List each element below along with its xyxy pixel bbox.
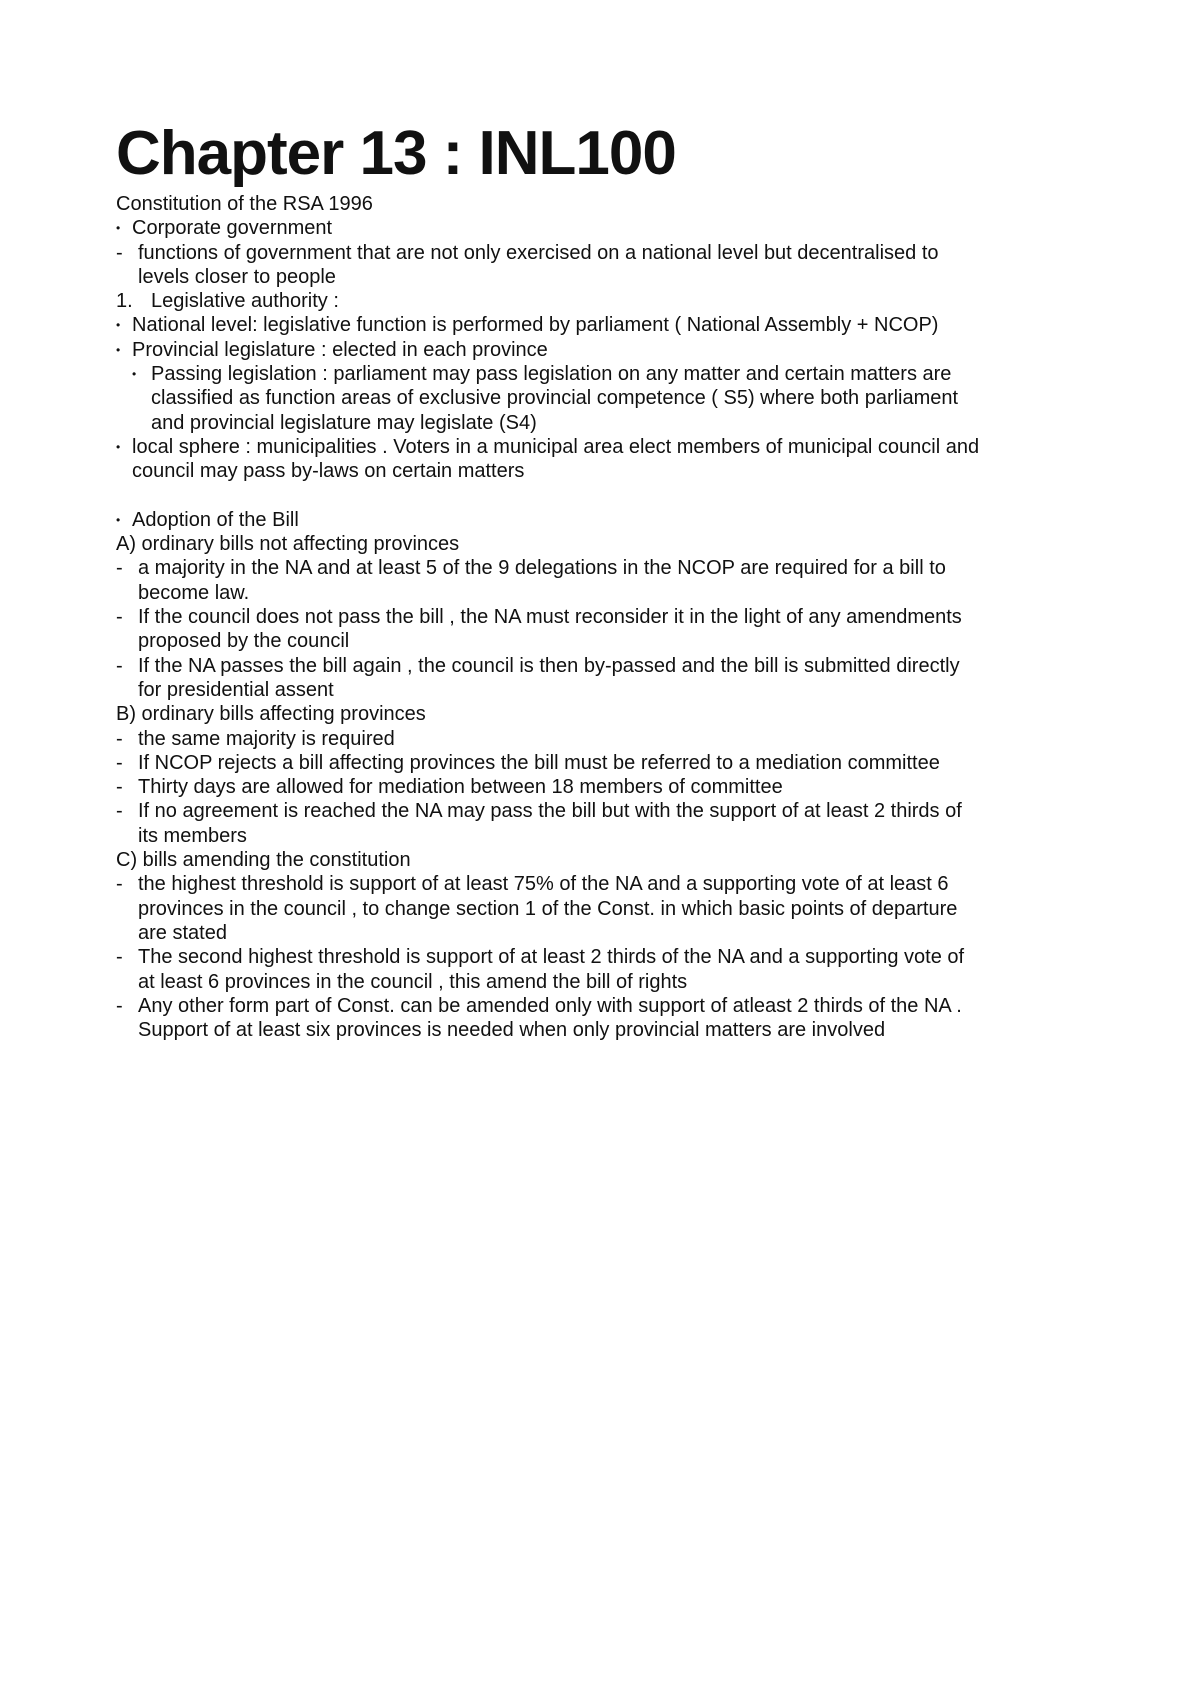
page-title: Chapter 13 : INL100	[116, 119, 676, 188]
dash-marker: -	[116, 557, 123, 580]
line-text: provinces in the council , to change section 1 of the Const. in which basic points of departure	[138, 897, 958, 920]
line-text: If no agreement is reached the NA may pass the bill but with the support of at least 2 thirds of	[138, 800, 962, 823]
dash-item-continuation	[116, 678, 1116, 702]
text-line	[116, 702, 1116, 726]
text-line	[116, 848, 1116, 872]
bullet-item	[116, 435, 1116, 459]
bullet-item	[116, 508, 1116, 532]
line-text: If the NA passes the bill again , the council is then by-passed and the bill is submitted directly	[138, 654, 960, 677]
notes-body	[116, 192, 1116, 1042]
bullet-item-continuation	[116, 459, 1116, 483]
line-text: National level: legislative function is performed by parliament ( National Assembly + NCOP)	[132, 314, 939, 337]
line-text: Provincial legislature : elected in each province	[132, 338, 548, 361]
text-line	[116, 192, 1116, 216]
line-text: Legislative authority :	[151, 290, 339, 313]
line-text: at least 6 provinces in the council , this amend the bill of rights	[138, 970, 688, 993]
sub-bullet-item	[116, 362, 1116, 386]
dash-marker: -	[116, 946, 123, 969]
dash-item-continuation	[116, 629, 1116, 653]
dash-item-continuation	[116, 265, 1116, 289]
bullet-item	[116, 216, 1116, 240]
dash-marker: -	[116, 241, 123, 264]
bullet-marker: •	[116, 439, 121, 454]
dash-item	[116, 727, 1116, 751]
line-text: The second highest threshold is support of at least 2 thirds of the NA and a supporting vote of	[138, 946, 965, 969]
line-text: C) bills amending the constitution	[116, 849, 411, 872]
line-text: its members	[138, 824, 247, 847]
dash-item	[116, 751, 1116, 775]
line-text: If NCOP rejects a bill affecting provinces the bill must be referred to a mediation committee	[138, 751, 940, 774]
line-text: for presidential assent	[138, 678, 334, 701]
dash-marker: -	[116, 994, 123, 1017]
dash-item	[116, 654, 1116, 678]
bullet-marker: •	[116, 318, 121, 333]
dash-item	[116, 775, 1116, 799]
line-text: levels closer to people	[138, 265, 336, 288]
dash-item-continuation	[116, 970, 1116, 994]
line-text: B) ordinary bills affecting provinces	[116, 703, 426, 726]
dash-item	[116, 872, 1116, 896]
dash-marker: -	[116, 606, 123, 629]
numbered-heading	[116, 289, 1116, 313]
dash-item-continuation	[116, 581, 1116, 605]
line-text: If the council does not pass the bill , the NA must reconsider it in the light of any amendments	[138, 606, 962, 629]
line-text: Support of at least six provinces is needed when only provincial matters are involved	[138, 1019, 886, 1042]
bullet-item	[116, 313, 1116, 337]
dash-item-continuation	[116, 1018, 1116, 1042]
line-text: Any other form part of Const. can be amended only with support of atleast 2 thirds of the NA .	[138, 994, 962, 1017]
line-text: A) ordinary bills not affecting provinces	[116, 533, 460, 556]
line-text: local sphere : municipalities . Voters in a municipal area elect members of municipal council and	[132, 435, 980, 458]
line-text: proposed by the council	[138, 630, 350, 653]
dash-marker: -	[116, 654, 123, 677]
bullet-item	[116, 338, 1116, 362]
bullet-marker: •	[116, 512, 121, 527]
dash-item	[116, 556, 1116, 580]
dash-item-continuation	[116, 921, 1116, 945]
blank-line	[116, 484, 1116, 508]
dash-marker: -	[116, 727, 123, 750]
dash-item	[116, 799, 1116, 823]
line-text: functions of government that are not only exercised on a national level but decentralised to	[138, 241, 939, 264]
text-line	[116, 532, 1116, 556]
line-text: Passing legislation : parliament may pass legislation on any matter and certain matters are	[151, 363, 952, 386]
dash-marker: -	[116, 776, 123, 799]
bullet-marker: •	[116, 221, 121, 236]
dash-item	[116, 994, 1116, 1018]
dash-item-continuation	[116, 897, 1116, 921]
dash-marker: -	[116, 800, 123, 823]
dash-item	[116, 945, 1116, 969]
line-text: Adoption of the Bill	[132, 508, 299, 531]
dash-item	[116, 605, 1116, 629]
sub-bullet-continuation	[116, 411, 1116, 435]
dash-item-continuation	[116, 824, 1116, 848]
line-text: the same majority is required	[138, 727, 395, 750]
sub-bullet-continuation	[116, 386, 1116, 410]
line-text: are stated	[138, 921, 227, 944]
line-text: Thirty days are allowed for mediation between 18 members of committee	[138, 776, 783, 799]
line-text: Constitution of the RSA 1996	[116, 193, 373, 215]
dash-marker: -	[116, 873, 123, 896]
line-text: and provincial legislature may legislate (S4)	[151, 411, 537, 434]
bullet-marker: •	[116, 342, 121, 357]
line-text: Corporate government	[132, 217, 333, 240]
dash-item	[116, 241, 1116, 265]
list-number: 1.	[116, 290, 133, 313]
dash-marker: -	[116, 751, 123, 774]
line-text: the highest threshold is support of at least 75% of the NA and a supporting vote of at least 6	[138, 873, 949, 896]
line-text: council may pass by-laws on certain matters	[132, 460, 525, 483]
line-text: classified as function areas of exclusive provincial competence ( S5) where both parliament	[151, 387, 959, 410]
bullet-marker: •	[132, 367, 137, 382]
line-text: become law.	[138, 581, 250, 604]
line-text: a majority in the NA and at least 5 of the 9 delegations in the NCOP are required for a bill to	[138, 557, 946, 580]
document-content	[116, 118, 1116, 1042]
